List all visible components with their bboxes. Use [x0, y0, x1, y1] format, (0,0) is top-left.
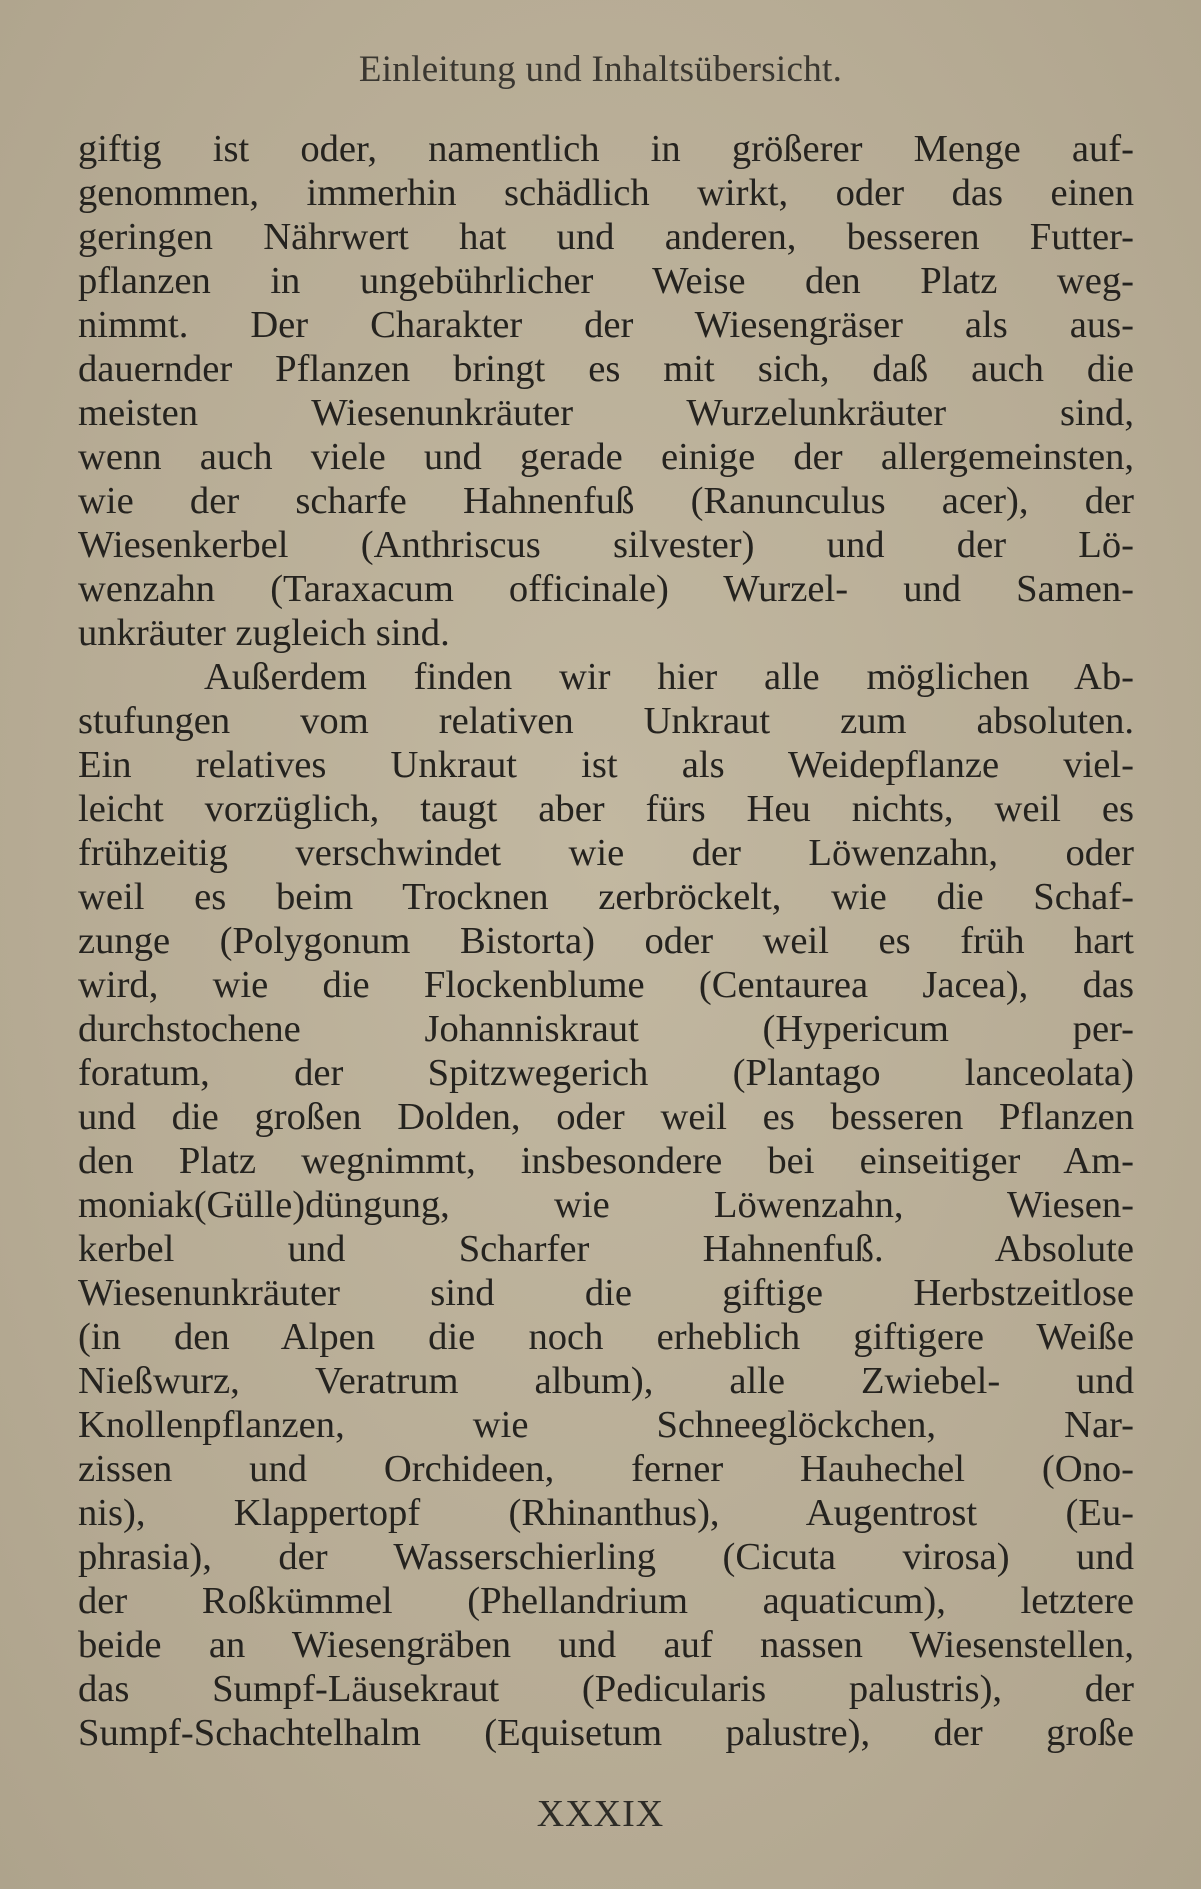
body-text: [78, 127, 1134, 1755]
text-line: Wiesenunkräuter sind die giftige Herbstzeitlose: [78, 1272, 1134, 1314]
text-line: das Sumpf-Läusekraut (Pedicularis palustris), der: [78, 1668, 1134, 1710]
text-line: giftig ist oder, namentlich in größerer Menge auf-: [78, 128, 1134, 170]
text-line: wie der scharfe Hahnenfuß (Ranunculus acer), der: [78, 480, 1134, 522]
text-line: foratum, der Spitzwegerich (Plantago lanceolata): [78, 1052, 1134, 1094]
text-line: zissen und Orchideen, ferner Hauhechel (Ono-: [78, 1448, 1134, 1490]
text-line: moniak(Gülle)düngung, wie Löwenzahn, Wiesen-: [78, 1184, 1134, 1226]
running-head: Einleitung und Inhaltsübersicht.: [358, 49, 843, 90]
text-line: unkräuter zugleich sind.: [78, 612, 450, 654]
text-line: wird, wie die Flockenblume (Centaurea Jacea), das: [78, 964, 1134, 1006]
text-line: nimmt. Der Charakter der Wiesengräser als aus-: [78, 304, 1134, 346]
text-line: der Roßkümmel (Phellandrium aquaticum), letztere: [78, 1580, 1134, 1622]
text-line: phrasia), der Wasserschierling (Cicuta virosa) und: [78, 1536, 1134, 1578]
text-line: Sumpf-Schachtelhalm (Equisetum palustre), der große: [78, 1712, 1134, 1754]
text-line: dauernder Pflanzen bringt es mit sich, daß auch die: [78, 348, 1134, 390]
text-line: leicht vorzüglich, taugt aber fürs Heu nichts, weil es: [78, 788, 1134, 830]
text-line: geringen Nährwert hat und anderen, besseren Futter-: [78, 216, 1134, 258]
text-line: meisten Wiesenunkräuter Wurzelunkräuter sind,: [78, 392, 1134, 434]
text-line: Nießwurz, Veratrum album), alle Zwiebel- und: [78, 1360, 1134, 1402]
page-number: XXXIX: [536, 1793, 665, 1835]
text-line: weil es beim Trocknen zerbröckelt, wie die Schaf-: [78, 876, 1134, 918]
text-line: wenzahn (Taraxacum officinale) Wurzel- und Samen-: [78, 568, 1134, 610]
text-line: Ein relatives Unkraut ist als Weidepflanze viel-: [78, 744, 1134, 786]
text-line: Wiesenkerbel (Anthriscus silvester) und der Lö-: [78, 524, 1134, 566]
text-line: beide an Wiesengräben und auf nassen Wiesenstellen,: [78, 1624, 1134, 1666]
text-line: nis), Klappertopf (Rhinanthus), Augentrost (Eu-: [78, 1492, 1134, 1534]
text-line: zunge (Polygonum Bistorta) oder weil es früh hart: [78, 920, 1134, 962]
text-line: Außerdem finden wir hier alle möglichen Ab-: [204, 656, 1134, 698]
text-line: (in den Alpen die noch erheblich giftigere Weiße: [78, 1316, 1134, 1358]
text-line: pflanzen in ungebührlicher Weise den Platz weg-: [78, 260, 1134, 302]
text-line: kerbel und Scharfer Hahnenfuß. Absolute: [78, 1228, 1134, 1270]
text-line: den Platz wegnimmt, insbesondere bei einseitiger Am-: [78, 1140, 1134, 1182]
text-line: stufungen vom relativen Unkraut zum absoluten.: [78, 700, 1134, 742]
text-line: genommen, immerhin schädlich wirkt, oder das einen: [78, 172, 1134, 214]
text-line: durchstochene Johanniskraut (Hypericum per-: [78, 1008, 1134, 1050]
text-line: wenn auch viele und gerade einige der allergemeinsten,: [78, 436, 1134, 478]
text-line: frühzeitig verschwindet wie der Löwenzahn, oder: [78, 832, 1134, 874]
text-line: Knollenpflanzen, wie Schneeglöckchen, Nar-: [78, 1404, 1134, 1446]
text-line: und die großen Dolden, oder weil es besseren Pflanzen: [78, 1096, 1134, 1138]
